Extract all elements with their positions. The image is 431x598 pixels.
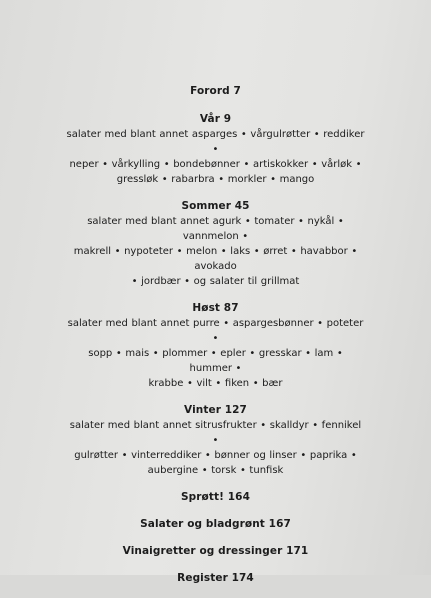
toc-line: aubergine • torsk • tunfisk — [147, 465, 284, 476]
toc-section-host — [0, 301, 431, 391]
toc-line: salater med blant annet asparges • vårgulrøtter • reddiker • — [66, 129, 365, 155]
toc-heading: Vinaigretter og dressinger 171 — [122, 545, 309, 557]
toc-entry-forord — [0, 84, 431, 98]
toc-section-vinter — [0, 403, 431, 478]
toc-entry-vinaigretter — [0, 544, 431, 558]
toc-heading: Sommer 45 — [181, 200, 250, 212]
toc-description — [66, 418, 366, 478]
toc-section-sommer — [0, 199, 431, 289]
toc-heading: Vår 9 — [199, 113, 232, 125]
toc-line: neper • vårkylling • bondebønner • artiskokker • vårløk • — [69, 159, 362, 170]
toc-heading: Register 174 — [177, 572, 254, 584]
toc-entry-sprott — [0, 490, 431, 504]
toc-entry-salater — [0, 517, 431, 531]
toc-line: salater med blant annet sitrusfrukter • skalldyr • fennikel • — [69, 420, 362, 446]
toc-line: • jordbær • og salater til grillmat — [131, 276, 300, 287]
toc-description — [66, 214, 366, 289]
toc-line: gulrøtter • vinterreddiker • bønner og linser • paprika • — [74, 450, 357, 461]
table-of-contents — [0, 84, 431, 598]
toc-line: sopp • mais • plommer • epler • gresskar • lam • hummer • — [88, 348, 343, 374]
toc-line: salater med blant annet agurk • tomater • nykål • vannmelon • — [87, 216, 344, 242]
toc-description — [66, 127, 366, 187]
toc-heading: Vinter 127 — [184, 404, 247, 416]
toc-section-var — [0, 112, 431, 187]
toc-line: gressløk • rabarbra • morkler • mango — [116, 174, 315, 185]
toc-description — [66, 316, 366, 391]
toc-heading: Salater og bladgrønt 167 — [140, 518, 291, 530]
toc-heading: Forord 7 — [190, 85, 241, 97]
toc-line: salater med blant annet purre • aspargesbønner • poteter • — [67, 318, 364, 344]
toc-line: makrell • nypoteter • melon • laks • ørret • havabbor • avokado — [73, 246, 358, 272]
toc-line: krabbe • vilt • fiken • bær — [148, 378, 283, 389]
toc-heading: Høst 87 — [192, 302, 239, 314]
toc-heading: Sprøtt! 164 — [181, 491, 250, 503]
toc-entry-register — [0, 571, 431, 585]
